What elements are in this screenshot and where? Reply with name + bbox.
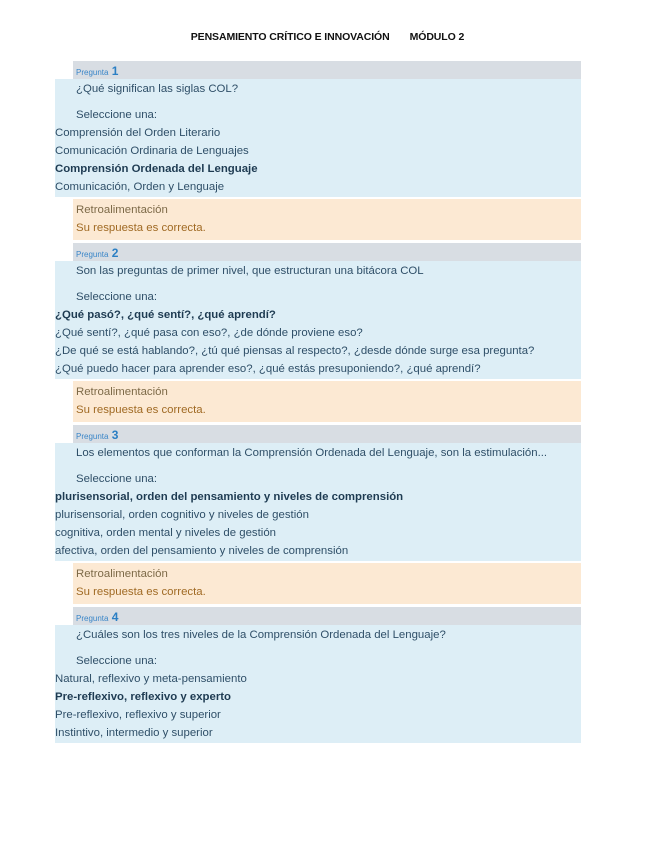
course-title: PENSAMIENTO CRÍTICO E INNOVACIÓN — [190, 31, 390, 43]
feedback-title: Retroalimentación — [76, 386, 168, 398]
document-header — [0, 31, 655, 43]
question-body — [55, 79, 581, 197]
answer-option[interactable]: ¿De qué se está hablando?, ¿tú qué piensas al respecto?, ¿desde dónde surge esa pregunta? — [55, 345, 535, 357]
answer-option[interactable]: plurisensorial, orden cognitivo y niveles de gestión — [55, 509, 309, 521]
question-block — [55, 607, 581, 743]
module-title: MÓDULO 2 — [409, 31, 465, 43]
question-body — [55, 625, 581, 743]
quiz — [55, 61, 581, 743]
feedback-text: Su respuesta es correcta. — [76, 222, 206, 234]
answer-option[interactable]: Comunicación, Orden y Lenguaje — [55, 181, 225, 193]
answer-option[interactable]: Comunicación Ordinaria de Lenguajes — [55, 145, 249, 157]
question-text: ¿Cuáles son los tres niveles de la Comprensión Ordenada del Lenguaje? — [76, 629, 446, 641]
feedback-text: Su respuesta es correcta. — [76, 586, 206, 598]
question-header — [73, 607, 581, 625]
feedback-panel — [73, 199, 581, 240]
feedback-title: Retroalimentación — [76, 204, 168, 216]
select-one-label: Seleccione una: — [76, 655, 158, 667]
question-number: 2 — [111, 246, 119, 260]
question-header — [73, 425, 581, 443]
answer-option[interactable]: Natural, reflexivo y meta-pensamiento — [55, 673, 247, 685]
question-header — [73, 61, 581, 79]
question-block — [55, 243, 581, 422]
feedback-panel — [73, 381, 581, 422]
select-one-label: Seleccione una: — [76, 109, 158, 121]
question-label: Pregunta — [76, 614, 109, 623]
answer-option[interactable]: Instintivo, intermedio y superior — [55, 727, 213, 739]
question-text: ¿Qué significan las siglas COL? — [76, 83, 239, 95]
answer-option[interactable]: ¿Qué puedo hacer para aprender eso?, ¿qué estás presuponiendo?, ¿qué aprendí? — [55, 363, 481, 375]
question-number: 4 — [111, 610, 119, 624]
question-number: 1 — [111, 64, 119, 78]
answer-option-selected[interactable]: Pre-reflexivo, reflexivo y experto — [55, 691, 232, 703]
question-header — [73, 243, 581, 261]
select-one-label: Seleccione una: — [76, 291, 158, 303]
answer-options — [55, 124, 581, 197]
question-body — [55, 443, 581, 561]
answer-option[interactable]: ¿Qué sentí?, ¿qué pasa con eso?, ¿de dónde proviene eso? — [55, 327, 363, 339]
answer-options — [55, 306, 581, 379]
question-block — [55, 61, 581, 240]
feedback-title: Retroalimentación — [76, 568, 168, 580]
question-label: Pregunta — [76, 68, 109, 77]
answer-option[interactable]: cognitiva, orden mental y niveles de gestión — [55, 527, 276, 539]
feedback-panel — [73, 563, 581, 604]
answer-options — [55, 488, 581, 561]
answer-options — [55, 670, 581, 743]
answer-option-selected[interactable]: Comprensión Ordenada del Lenguaje — [55, 163, 258, 175]
feedback-text: Su respuesta es correcta. — [76, 404, 206, 416]
answer-option[interactable]: Comprensión del Orden Literario — [55, 127, 221, 139]
question-label: Pregunta — [76, 250, 109, 259]
answer-option[interactable]: Pre-reflexivo, reflexivo y superior — [55, 709, 221, 721]
answer-option[interactable]: afectiva, orden del pensamiento y niveles de comprensión — [55, 545, 349, 557]
question-block — [55, 425, 581, 604]
question-text: Los elementos que conforman la Comprensión Ordenada del Lenguaje, son la estimulación... — [76, 447, 548, 459]
question-body — [55, 261, 581, 379]
select-one-label: Seleccione una: — [76, 473, 158, 485]
question-text: Son las preguntas de primer nivel, que estructuran una bitácora COL — [76, 265, 424, 277]
answer-option-selected[interactable]: plurisensorial, orden del pensamiento y niveles de comprensión — [55, 491, 404, 503]
question-number: 3 — [111, 428, 119, 442]
question-label: Pregunta — [76, 432, 109, 441]
answer-option-selected[interactable]: ¿Qué pasó?, ¿qué sentí?, ¿qué aprendí? — [55, 309, 276, 321]
